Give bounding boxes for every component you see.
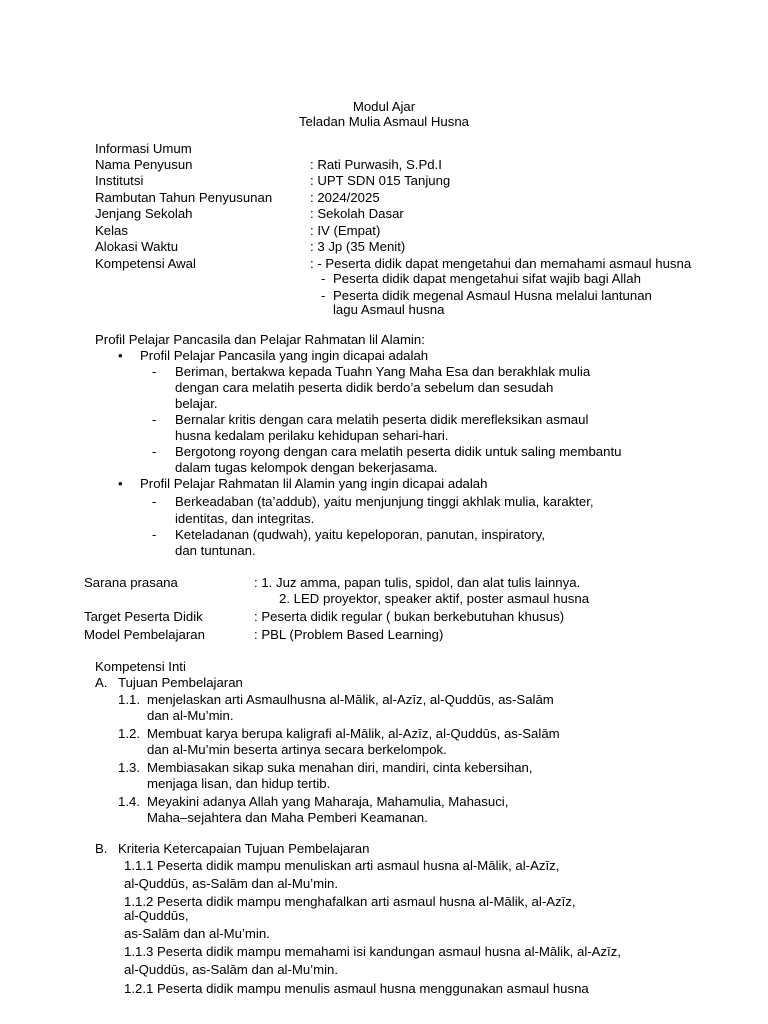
- info-value: : Sekolah Dasar: [310, 206, 404, 221]
- list-dash: -: [321, 288, 326, 303]
- list-item: Berkeadaban (ta’addub), yaitu menjunjung tinggi akhlak mulia, karakter,: [175, 494, 594, 509]
- sarana-value: : 1. Juz amma, papan tulis, spidol, dan alat tulis lainnya.: [254, 575, 581, 590]
- list-item: Membiasakan sikap suka menahan diri, mandiri, cinta kebersihan,: [147, 760, 533, 775]
- item-number: 1.4.: [118, 794, 140, 809]
- list-item: Maha–sejahtera dan Maha Pemberi Keamanan.: [147, 810, 428, 825]
- list-dash: -: [152, 527, 157, 542]
- list-item: Meyakini adanya Allah yang Maharaja, Mahamulia, Mahasuci,: [147, 794, 509, 809]
- criteria-line: al-Quddūs, as-Salām dan al-Mu’min.: [124, 962, 339, 977]
- info-label: Jenjang Sekolah: [95, 206, 193, 221]
- bullet-icon: •: [118, 348, 123, 363]
- list-item: Bernalar kritis dengan cara melatih peserta didik merefleksikan asmaul: [175, 412, 589, 427]
- criteria-line: as-Salām dan al-Mu’min.: [124, 926, 270, 941]
- inti-heading: Kompetensi Inti: [95, 659, 186, 674]
- list-item: Beriman, bertakwa kepada Tuahn Yang Maha Esa dan berakhlak mulia: [175, 364, 591, 379]
- profil-bullet: Profil Pelajar Rahmatan lil Alamin yang ingin dicapai adalah: [140, 476, 488, 491]
- list-item: lagu Asmaul husna: [333, 302, 445, 317]
- list-item: dalam tugas kelompok dengan bekerjasama.: [175, 460, 438, 475]
- info-value: : 3 Jp (35 Menit): [310, 239, 406, 254]
- list-item: Bergotong royong dengan cara melatih peserta didik untuk saling membantu: [175, 444, 622, 459]
- sarana-value: 2. LED proyektor, speaker aktif, poster asmaul husna: [279, 591, 590, 606]
- list-dash: -: [152, 494, 157, 509]
- sarana-label: Model Pembelajaran: [84, 627, 205, 642]
- list-item: belajar.: [175, 396, 218, 411]
- criteria-line: al-Quddūs, as-Salām dan al-Mu’min.: [124, 876, 339, 891]
- info-value: : 2024/2025: [310, 190, 380, 205]
- profil-bullet: Profil Pelajar Pancasila yang ingin dicapai adalah: [140, 348, 429, 363]
- sarana-value: : Peserta didik regular ( bukan berkebutuhan khusus): [254, 609, 565, 624]
- criteria-line: 1.2.1 Peserta didik mampu menulis asmaul husna menggunakan asmaul husna: [124, 981, 589, 996]
- list-item: menjaga lisan, dan hidup tertib.: [147, 776, 331, 791]
- criteria-line: 1.1.3 Peserta didik mampu memahami isi kandungan asmaul husna al-Mālik, al-Azīz,: [124, 944, 621, 959]
- section-letter: A.: [95, 675, 108, 690]
- list-dash: -: [152, 364, 157, 379]
- doc-title: Modul Ajar: [352, 99, 416, 114]
- list-item: dan tuntunan.: [175, 543, 256, 558]
- info-value: : Rati Purwasih, S.Pd.I: [310, 157, 442, 172]
- list-dash: -: [321, 271, 326, 286]
- list-item: dan al-Mu’min.: [147, 708, 234, 723]
- sarana-label: Sarana prasana: [84, 575, 178, 590]
- item-number: 1.2.: [118, 726, 140, 741]
- bullet-icon: •: [118, 476, 123, 491]
- criteria-line: 1.1.1 Peserta didik mampu menuliskan arti asmaul husna al-Mālik, al-Azīz,: [124, 858, 560, 873]
- doc-subtitle: Teladan Mulia Asmaul Husna: [298, 114, 470, 129]
- info-label: Institutsi: [95, 173, 144, 188]
- criteria-line: al-Quddūs,: [124, 908, 189, 923]
- info-label: Alokasi Waktu: [95, 239, 179, 254]
- profil-heading: Profil Pelajar Pancasila dan Pelajar Rahmatan lil Alamin:: [95, 332, 425, 347]
- info-value: : IV (Empat): [310, 223, 381, 238]
- list-item: Peserta didik dapat mengetahui sifat wajib bagi Allah: [333, 271, 641, 286]
- list-item: Peserta didik megenal Asmaul Husna melalui lantunan: [333, 288, 652, 303]
- item-number: 1.1.: [118, 692, 140, 707]
- sarana-value: : PBL (Problem Based Learning): [254, 627, 444, 642]
- info-label: Kelas: [95, 223, 128, 238]
- info-label: Rambutan Tahun Penyusunan: [95, 190, 273, 205]
- info-value: : - Peserta didik dapat mengetahui dan memahami asmaul husna: [310, 256, 692, 271]
- criteria-line: 1.1.2 Peserta didik mampu menghafalkan arti asmaul husna al-Mālik, al-Azīz,: [124, 894, 576, 909]
- list-item: Membuat karya berupa kaligrafi al-Mālik, al-Azīz, al-Quddūs, as-Salām: [147, 726, 560, 741]
- list-item: Keteladanan (qudwah), yaitu kepeloporan, panutan, inspiratory,: [175, 527, 545, 542]
- list-item: husna kedalam perilaku kehidupan sehari-hari.: [175, 428, 449, 443]
- list-dash: -: [152, 412, 157, 427]
- section-title: Kriteria Ketercapaian Tujuan Pembelajaran: [118, 841, 370, 856]
- list-item: dan al-Mu’min beserta artinya secara berkelompok.: [147, 742, 447, 757]
- info-label: Nama Penyusun: [95, 157, 193, 172]
- item-number: 1.3.: [118, 760, 140, 775]
- section-letter: B.: [95, 841, 108, 856]
- list-item: dengan cara melatih peserta didik berdo’a sebelum dan sesudah: [175, 380, 554, 395]
- sarana-label: Target Peserta Didik: [84, 609, 203, 624]
- list-item: identitas, dan integritas.: [175, 511, 315, 526]
- section-title: Tujuan Pembelajaran: [118, 675, 243, 690]
- list-dash: -: [152, 444, 157, 459]
- info-value: : UPT SDN 015 Tanjung: [310, 173, 451, 188]
- info-heading: Informasi Umum: [95, 141, 192, 156]
- info-label: Kompetensi Awal: [95, 256, 196, 271]
- list-item: menjelaskan arti Asmaulhusna al-Mālik, al-Azīz, al-Quddūs, as-Salām: [147, 692, 554, 707]
